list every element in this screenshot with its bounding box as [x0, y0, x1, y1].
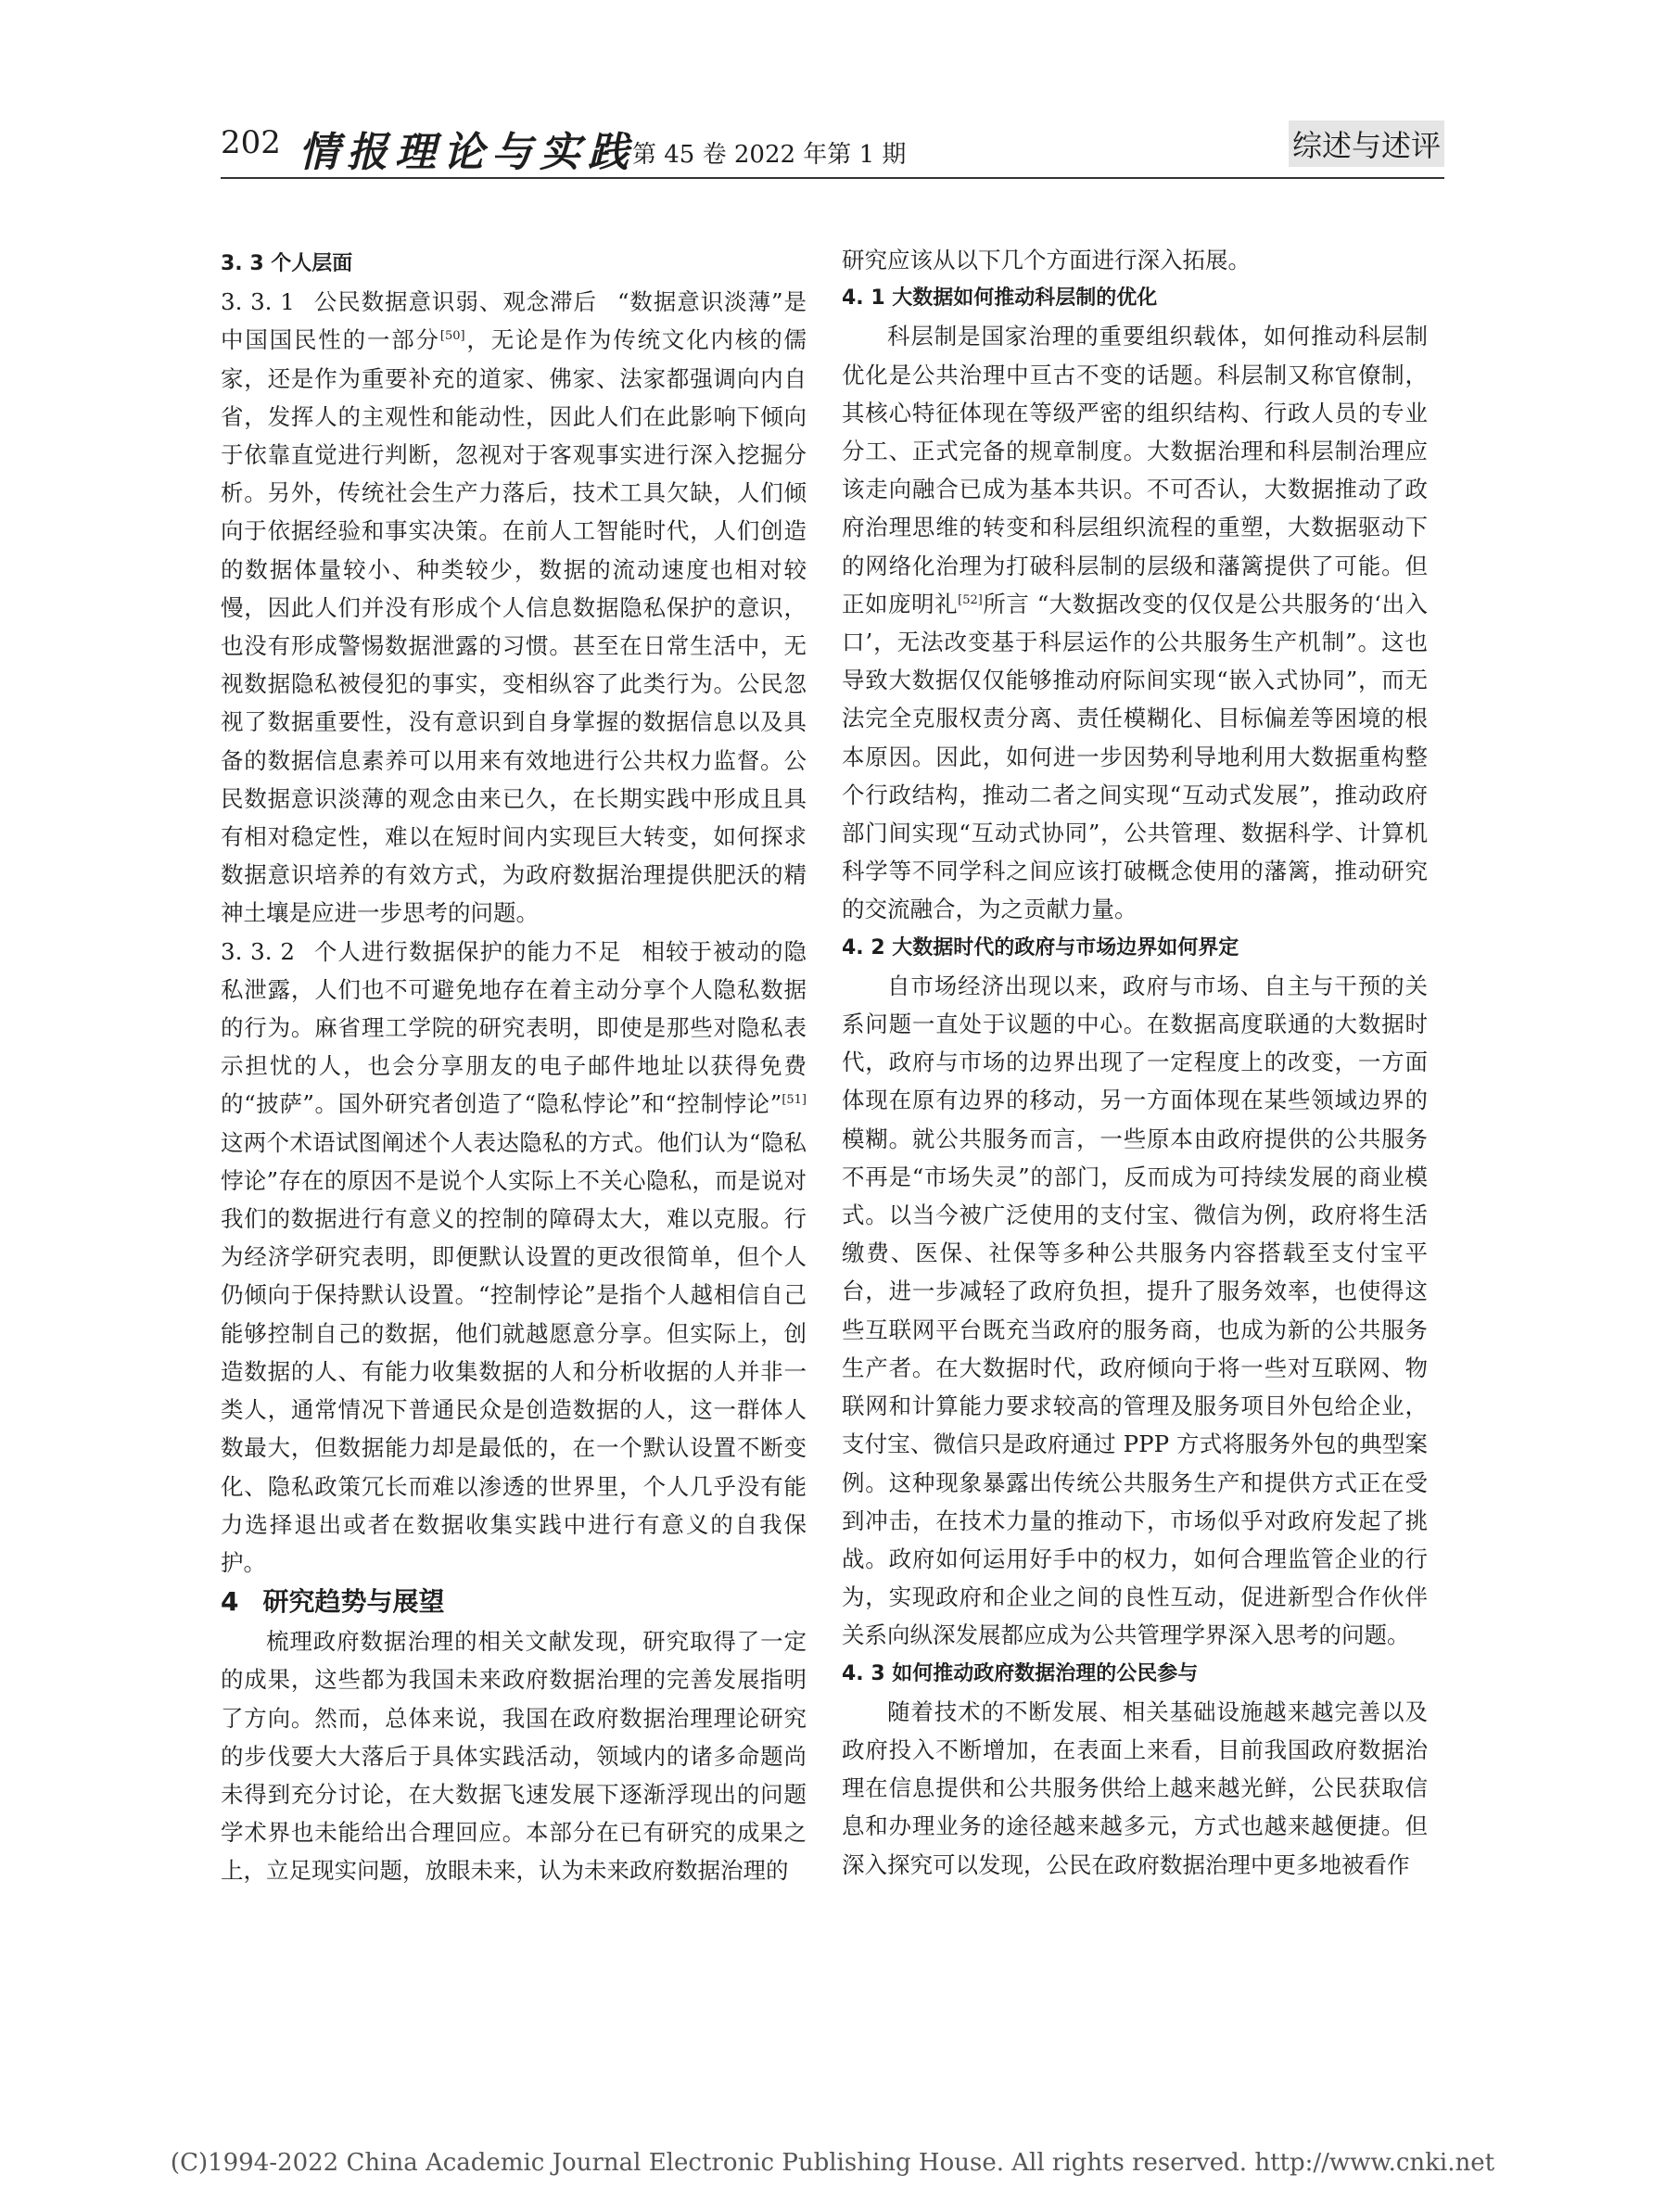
paragraph-text: ，无论是作为传统文化内核的儒家，还是作为重要补充的道家、佛家、法家都强调向内自省，发挥人的主观性和能动性，因此人们在此影响下倾向于依靠直觉进行判断，忽视对于客观事实进行深入挖掘分析。另外，传统社会生产力落后，技术工具欠缺，人们倾向于依据经验和事实决策。在前人工智能时代，人们创造的数据体量较小、种类较少，数据的流动速度也相对较慢，因此人们并没有形成个人信息数据隐私保护的意识，也没有形成警惕数据泄露的习惯。甚至在日常生活中，无视数据隐私被侵犯的事实，变相纵容了此类行为。公民忽视了数据重要性，没有意识到自身掌握的数据信息以及具备的数据信息素养可以用来有效地进行公共权力监督。公民数据意识淡薄的观念由来已久，在长期实践中形成且具有相对稳定性，难以在短时间内实现巨大转变，如何探求数据意识培养的有效方式，为政府数据治理提供肥沃的精神土壤是应进一步思考的问题。 — [221, 326, 807, 927]
citation-ref: [51] — [782, 1093, 807, 1108]
citation-ref: [50] — [439, 329, 465, 344]
page-number: 202 — [221, 124, 281, 161]
subsection-number: 3. 3. 2 — [221, 937, 295, 965]
right-column — [842, 241, 1428, 1884]
left-column — [221, 245, 807, 1890]
paragraph-text: 这两个术语试图阐述个人表达隐私的方式。他们认为“隐私悖论”存在的原因不是说个人实际上不关心隐私，而是说对我们的数据进行有意义的控制的障碍太大，难以克服。行为经济学研究表明，即便默认设置的更改很简单，但个人仍倾向于保持默认设置。“控制悖论”是指个人越相信自己能够控制自己的数据，他们就越愿意分享。但实际上，创造数据的人、有能力收集数据的人和分析收据的人并非一类人，通常情况下普通民众是创造数据的人，这一群体人数最大，但数据能力却是最低的，在一个默认设置不断变化、隐私政策冗长而难以渗透的世界里，个人几乎没有能力选择退出或者在数据收集实践中进行有意义的自我保护。 — [221, 1128, 807, 1576]
issue-info: 第 45 卷 2022 年第 1 期 — [632, 141, 907, 169]
paragraph-text: 科层制是国家治理的重要组织载体，如何推动科层制优化是公共治理中亘古不变的话题。科层制又称官僚制，其核心特征体现在等级严密的组织结构、行政人员的专业分工、正式完备的规章制度。大数据治理和科层制治理应该走向融合已成为基本共识。不可否认，大数据推动了政府治理思维的转变和科层组织流程的重塑，大数据驱动下的网络化治理为打破科层制的层级和藩篱提供了可能。但正如庞明礼 — [842, 323, 1428, 617]
paragraph-text: “数据意识淡薄”是中国国民性的一部分 — [221, 288, 807, 354]
section-tag: 综述与述评 — [1289, 121, 1444, 167]
section-heading-4 — [221, 1582, 807, 1622]
section-title: 研究趋势与展望 — [262, 1586, 445, 1618]
paragraph: 梳理政府数据治理的相关文献发现，研究取得了一定的成果，这些都为我国未来政府数据治理的完善发展指明了方向。然而，总体来说，我国在政府数据治理理论研究的步伐要大大落后于具体实践活动，领域内的诸多命题尚未得到充分讨论，在大数据飞速发展下逐渐浮现出的问题学术界也未能给出合理回应。本部分在已有研究的成果之上，立足现实问题，放眼未来，认为未来政府数据治理的 — [221, 1628, 807, 1885]
citation-ref: [52] — [958, 592, 983, 607]
section-heading-3-3: 3. 3 个人层面 — [221, 252, 353, 275]
paragraph-text: 相较于被动的隐私泄露，人们也不可避免地存在着主动分享个人隐私数据的行为。麻省理工学院的研究表明，即使是那些对隐私表示担忧的人，也会分享朋友的电子邮件地址以获得免费的“披萨”。国外研究者创造了“隐私悖论”和“控制悖论” — [221, 937, 807, 1118]
section-heading-4-3: 4. 3 如何推动政府数据治理的公民参与 — [842, 1661, 1199, 1685]
subsection-title: 公民数据意识弱、观念滞后 — [312, 288, 597, 316]
subsection-number: 3. 3. 1 — [221, 288, 295, 316]
paragraph-text: 所言 “大数据改变的仅仅是公共服务的‘出入口’，无法改变基于科层运作的公共服务生产机制”。这也导致大数据仅仅能够推动府际间实现“嵌入式协同”，而无法完全克服权责分离、责任模糊化、目标偏差等困境的根本原因。因此，如何进一步因势利导地利用大数据重构整个行政结构，推动二者之间实现“互动式发展”，推动政府部门间实现“互动式协同”，公共管理、数据科学、计算机科学等不同学科之间应该打破概念使用的藩篱，推动研究的交流融合，为之贡献力量。 — [842, 590, 1428, 923]
page-header — [221, 119, 1444, 176]
paragraph: 研究应该从以下几个方面进行深入拓展。 — [842, 247, 1251, 273]
journal-title: 情报理论与实践 — [299, 129, 636, 176]
header-divider — [221, 177, 1444, 179]
copyright-footer: (C)1994-2022 China Academic Journal Electronic Publishing House. All rights reserved. http://www.cnki.net — [170, 2149, 1495, 2177]
section-heading-4-2: 4. 2 大数据时代的政府与市场边界如何界定 — [842, 935, 1239, 960]
subsection-title: 个人进行数据保护的能力不足 — [312, 937, 622, 965]
paragraph: 随着技术的不断发展、相关基础设施越来越完善以及政府投入不断增加，在表面上来看，目前我国政府数据治理在信息提供和公共服务供给上越来越光鲜，公民获取信息和办理业务的途径越来越多元，方式也越来越便捷。但深入探究可以发现，公民在政府数据治理中更多地被看作 — [842, 1697, 1428, 1878]
section-heading-4-1: 4. 1 大数据如何推动科层制的优化 — [842, 286, 1158, 311]
section-number: 4 — [221, 1586, 239, 1618]
subsection-3-3-1 — [221, 283, 807, 932]
subsection-3-3-2 — [221, 933, 807, 1582]
paragraph: 自市场经济出现以来，政府与市场、自主与干预的关系问题一直处于议题的中心。在数据高度联通的大数据时代，政府与市场的边界出现了一定程度上的改变，一方面体现在原有边界的移动，另一方面体现在某些领域边界的模糊。就公共服务而言，一些原本由政府提供的公共服务不再是“市场失灵”的部门，反而成为可持续发展的商业模式。以当今被广泛使用的支付宝、微信为例，政府将生活缴费、医保、社保等多种公共服务内容搭载至支付宝平台，进一步减轻了政府负担，提升了服务效率，也使得这些互联网平台既充当政府的服务商，也成为新的公共服务生产者。在大数据时代，政府倾向于将一些对互联网、物联网和计算能力要求较高的管理及服务项目外包给企业，支付宝、微信只是政府通过 PPP 方式将服务外包的典型案例。这种现象暴露出传统公共服务生产和提供方式正在受到冲击，在技术力量的推动下，市场似乎对政府发起了挑战。政府如何运用好手中的权力，如何合理监管企业的行为，实现政府和企业之间的良性互动，促进新型合作伙伴关系向纵深发展都应成为公共管理学界深入思考的问题。 — [842, 972, 1428, 1649]
paragraph — [842, 317, 1428, 928]
